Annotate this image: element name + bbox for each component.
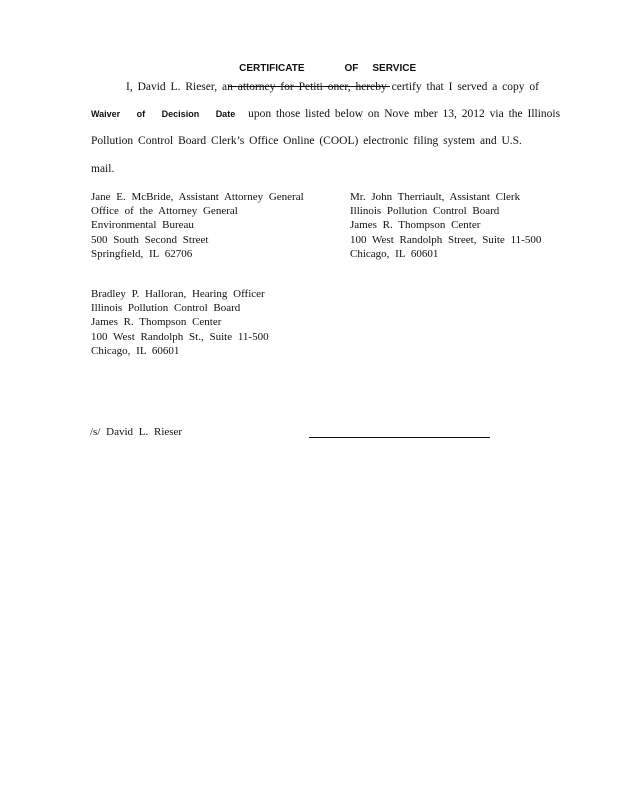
address-line: Bradley P. Halloran, Hearing Officer <box>91 288 265 300</box>
address-line: Illinois Pollution Control Board <box>91 302 241 315</box>
served-document-name: Waiver of Decision Date <box>91 109 236 119</box>
address-line: Jane E. McBride, Assistant Attorney General <box>91 191 304 203</box>
certification-line-4: mail. <box>91 163 115 175</box>
address-line: Office of the Attorney General <box>91 205 238 218</box>
address-line: 500 South Second Street <box>91 233 209 246</box>
title-word-of: OF <box>344 63 359 74</box>
certification-line-1: I, David L. Rieser, an attorney for Petiti oner, hereby certify that I served a copy of <box>126 81 539 93</box>
address-line: Chicago, IL 60601 <box>350 247 439 260</box>
certification-line-3: Pollution Control Board Clerk’s Office Online (COOL) electronic filing system and U.S. <box>91 135 522 147</box>
address-line: Springfield, IL 62706 <box>91 247 193 260</box>
certification-line-2-text: upon those listed below on Nove mber 13, 2012 via the Illinois <box>248 108 561 120</box>
service-address-therriault <box>350 190 541 261</box>
address-line: Chicago, IL 60601 <box>91 344 180 357</box>
service-address-mcbride <box>91 190 304 261</box>
certification-line-2 <box>91 107 561 121</box>
service-address-halloran <box>91 287 269 358</box>
signature-line <box>309 437 490 438</box>
address-line: 100 West Randolph Street, Suite 11-500 <box>350 233 542 246</box>
signature-name: /s/ David L. Rieser <box>90 426 183 438</box>
address-line: 100 West Randolph St., Suite 11-500 <box>91 330 269 343</box>
title-word-service: SERVICE <box>372 63 417 74</box>
title-word-certificate: CERTIFICATE <box>239 63 305 74</box>
address-line: Illinois Pollution Control Board <box>350 205 500 218</box>
address-line: James R. Thompson Center <box>350 219 481 232</box>
address-line: Environmental Bureau <box>91 219 194 232</box>
address-line: Mr. John Therriault, Assistant Clerk <box>350 191 521 203</box>
address-line: James R. Thompson Center <box>91 316 222 329</box>
